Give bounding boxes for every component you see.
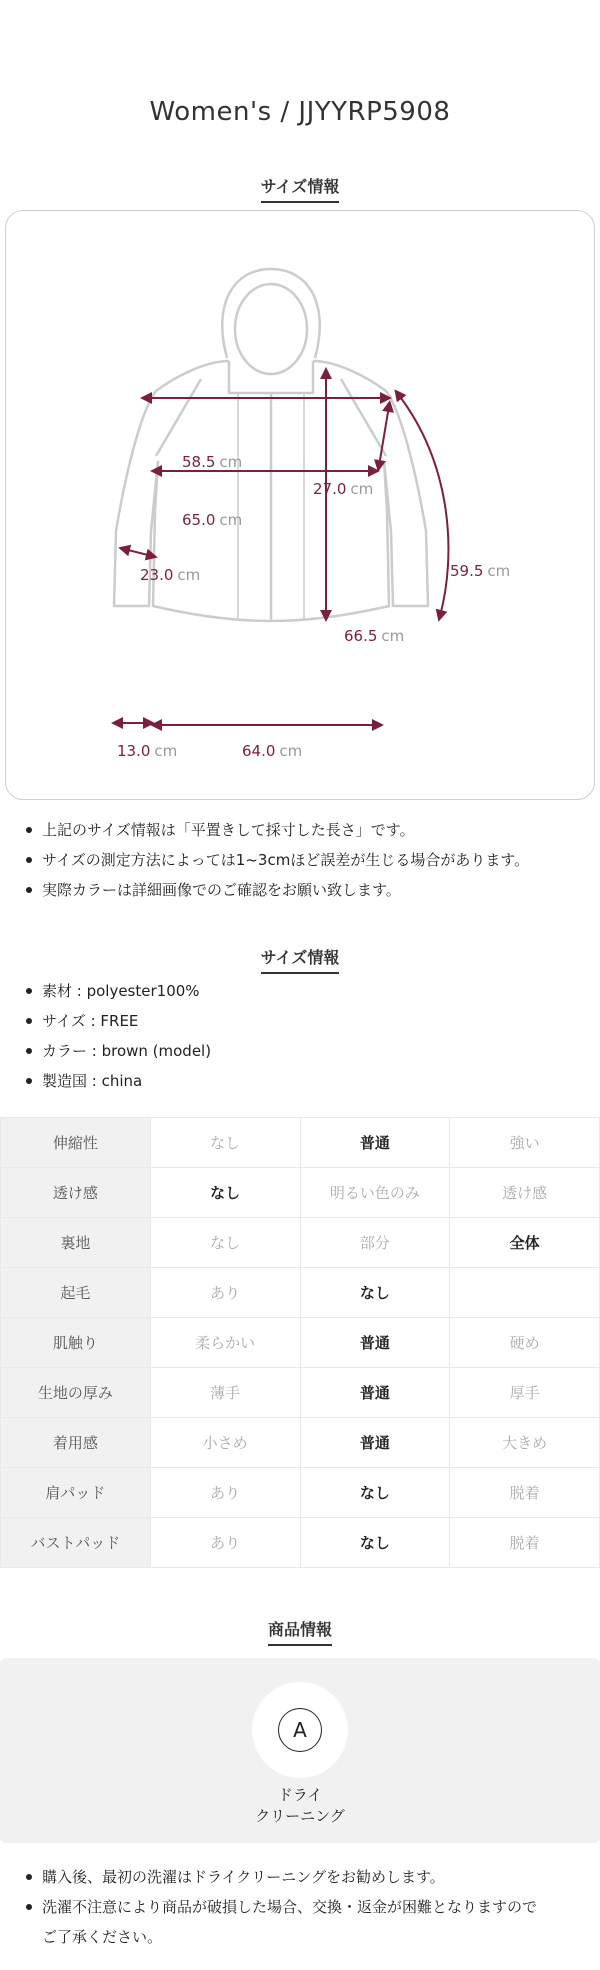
detail-origin: 製造国 : china [22, 1066, 592, 1096]
attribute-option: 強い [450, 1118, 600, 1168]
attribute-label: 肩パッド [1, 1468, 151, 1518]
attribute-option: 普通 [300, 1418, 450, 1468]
detail-size: サイズ : FREE [22, 1006, 592, 1036]
size-note: 実際カラーは詳細画像でのご確認をお願い致します。 [22, 875, 592, 905]
attribute-option: 厚手 [450, 1368, 600, 1418]
attribute-row [1, 1418, 600, 1468]
fabric-attributes-table [0, 1117, 600, 1568]
attribute-label: 生地の厚み [1, 1368, 151, 1418]
dry-clean-icon: A [278, 1708, 322, 1752]
attribute-label: 着用感 [1, 1418, 151, 1468]
attribute-option: 脱着 [450, 1518, 600, 1568]
attribute-option: あり [150, 1468, 300, 1518]
right-raglan [341, 379, 386, 456]
measure-labels [117, 453, 510, 760]
upper-arm-label: 23.0 cm [140, 566, 201, 584]
attribute-option: 普通 [300, 1368, 450, 1418]
attribute-option: 透け感 [450, 1168, 600, 1218]
attribute-option: あり [150, 1518, 300, 1568]
attribute-option: あり [150, 1268, 300, 1318]
attribute-row [1, 1268, 600, 1318]
attribute-option: なし [150, 1118, 300, 1168]
size-diagram [5, 210, 595, 800]
armhole-measure-line [379, 406, 389, 466]
care-note: 購入後、最初の洗濯はドライクリーニングをお勧めします。 [22, 1862, 592, 1892]
care-notes-list [22, 1862, 592, 1952]
cuff-label: 13.0 cm [117, 742, 178, 760]
armhole-label: 27.0 cm [313, 480, 374, 498]
attribute-row [1, 1318, 600, 1368]
chest-label: 65.0 cm [182, 511, 243, 529]
size-note: サイズの測定方法によっては1~3cmほど誤差が生じる場合があります。 [22, 845, 592, 875]
jacket-size-illustration [6, 211, 596, 801]
attribute-option: 大きめ [450, 1418, 600, 1468]
attribute-label: バストパッド [1, 1518, 151, 1568]
attribute-option: なし [300, 1268, 450, 1318]
detail-color: カラー : brown (model) [22, 1036, 592, 1066]
attribute-option: 薄手 [150, 1368, 300, 1418]
attribute-option [450, 1268, 600, 1318]
collar [229, 361, 313, 393]
attribute-option: 脱着 [450, 1468, 600, 1518]
attribute-row [1, 1518, 600, 1568]
attribute-option: 普通 [300, 1318, 450, 1368]
attribute-option: 普通 [300, 1118, 450, 1168]
page-title: Women's / JJYYRP5908 [149, 97, 451, 127]
left-raglan [156, 379, 201, 456]
size-note: 上記のサイズ情報は「平置きして採寸した長さ」です。 [22, 815, 592, 845]
hood-opening [235, 284, 307, 374]
care-label-line2: クリーニング [255, 1807, 345, 1825]
attribute-label: 透け感 [1, 1168, 151, 1218]
attribute-row [1, 1368, 600, 1418]
care-label-line1: ドライ [277, 1786, 323, 1804]
attribute-option: 柔らかい [150, 1318, 300, 1368]
care-note: 洗濯不注意により商品が破損した場合、交換・返金が困難となりますので [22, 1892, 592, 1922]
hem-label: 64.0 cm [242, 742, 303, 760]
attribute-label: 裏地 [1, 1218, 151, 1268]
detail-material: 素材 : polyester100% [22, 976, 592, 1006]
care-note-text: ご了承ください。 [42, 1928, 163, 1946]
upper-arm-measure-line [124, 549, 152, 556]
care-label [0, 1785, 600, 1827]
attribute-option: 明るい色のみ [300, 1168, 450, 1218]
care-icon-circle [252, 1682, 348, 1778]
attribute-option: 硬め [450, 1318, 600, 1368]
sleeve-label: 59.5 cm [450, 562, 511, 580]
attribute-row [1, 1168, 600, 1218]
attribute-row [1, 1118, 600, 1168]
attribute-option: 小さめ [150, 1418, 300, 1468]
attribute-row [1, 1468, 600, 1518]
attribute-row [1, 1218, 600, 1268]
attribute-option: 全体 [450, 1218, 600, 1268]
sleeve-measure-line [398, 394, 448, 616]
attribute-option: なし [150, 1218, 300, 1268]
length-label: 66.5 cm [344, 627, 405, 645]
attribute-option: なし [300, 1518, 450, 1568]
measure-lines [114, 373, 448, 725]
shoulder-label: 58.5 cm [182, 453, 243, 471]
product-details-list [22, 976, 592, 1096]
attribute-option: 部分 [300, 1218, 450, 1268]
care-note-continued [22, 1922, 592, 1952]
size-notes-list [22, 815, 592, 905]
attribute-label: 伸縮性 [1, 1118, 151, 1168]
attribute-option: なし [300, 1468, 450, 1518]
care-panel [0, 1658, 600, 1843]
care-info-heading: 商品情報 [0, 1617, 600, 1646]
attribute-label: 肌触り [1, 1318, 151, 1368]
product-info-heading: サイズ情報 [0, 945, 600, 974]
size-info-heading: サイズ情報 [0, 174, 600, 203]
attribute-option: なし [150, 1168, 300, 1218]
attribute-label: 起毛 [1, 1268, 151, 1318]
